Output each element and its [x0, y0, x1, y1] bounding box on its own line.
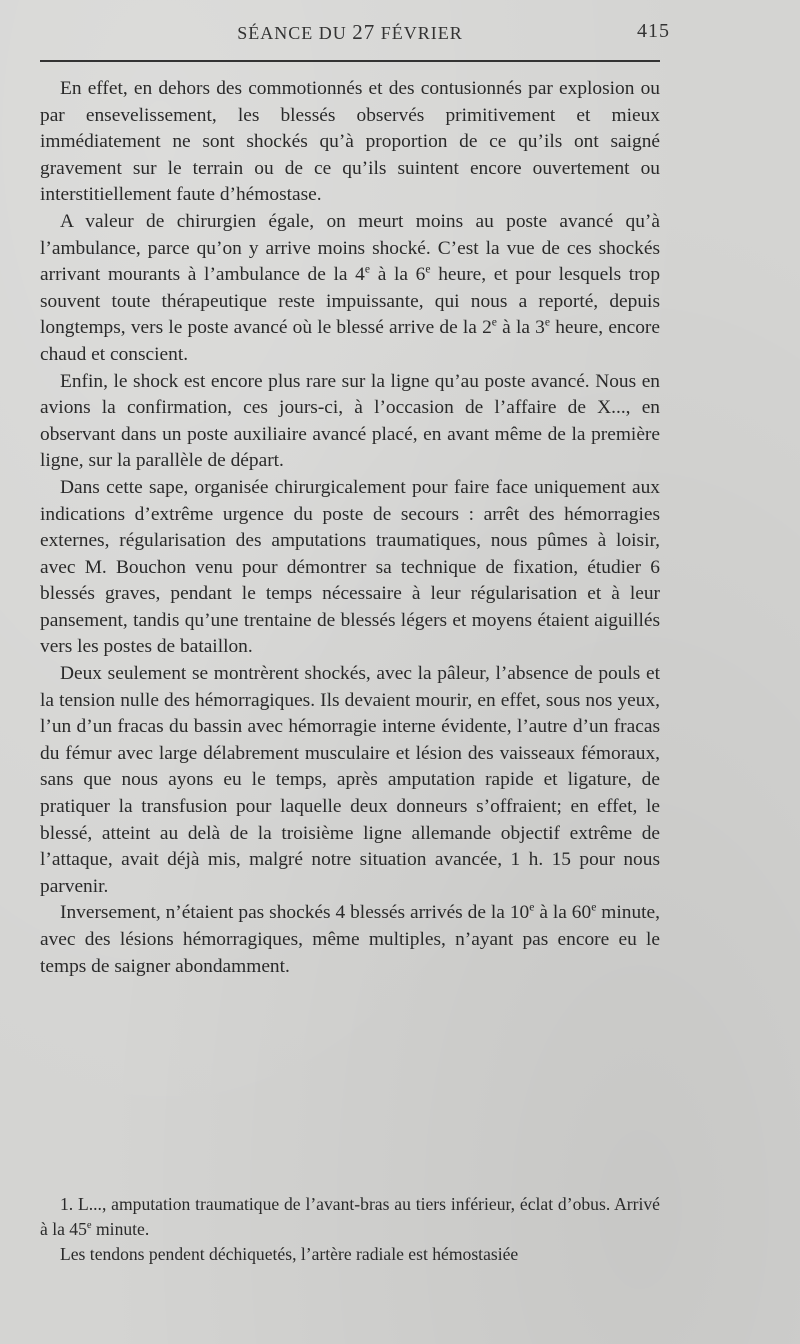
footnotes	[40, 1192, 660, 1267]
paragraph-6: Inversement, n’étaient pas shockés 4 blessés arrivés de la 10e à la 60e minute, avec des lésions hémorragiques, même multiples, n’ayant pas encore eu le temps de saigner abondamment.	[40, 900, 660, 977]
footnote-1: 1. L..., amputation traumatique de l’avant-bras au tiers inférieur, éclat d’obus. Arrivé à la 45e minute.	[40, 1194, 660, 1239]
running-head-title-start: SÉANCE DU	[237, 23, 353, 43]
running-head-title-end: FÉVRIER	[375, 23, 463, 43]
page-number: 415	[637, 20, 670, 42]
ordinal-superscript: e	[491, 315, 497, 329]
running-head-title	[40, 20, 660, 45]
running-head	[40, 18, 670, 48]
ordinal-superscript: e	[86, 1220, 92, 1232]
ordinal-superscript: e	[529, 900, 535, 914]
paragraph-5: Deux seulement se montrèrent shockés, avec la pâleur, l’absence de pouls et la tension nulle des hémorragiques. Ils devaient mourir, en effet, sous nos yeux, l’un d’un fracas du bassin avec hémorragie interne évidente, l’autre d’un fracas du fémur avec large délabrement musculaire et lésion des vaisseaux fémoraux, sans que nous ayons eu le temps, après amputation rapide et ligature, de pratiquer la transfusion pour laquelle deux donneurs s’offraient; en effet, le blessé, atteint au delà de la troisième ligne allemande objectif extrême de l’attaque, avait déjà mis, malgré notre situation avancée, 1 h. 15 pour nous parvenir.	[40, 663, 660, 897]
ordinal-superscript: e	[591, 900, 597, 914]
ordinal-superscript: e	[364, 262, 371, 276]
book-page	[40, 0, 670, 1344]
paragraph-2: A valeur de chirurgien égale, on meurt moins au poste avancé qu’à l’ambulance, parce qu’on y arrive moins shocké. C’est la vue de ces shockés arrivant mourants à l’ambulance de la 4e à la 6e heure, et pour lesquels trop souvent toute thérapeutique reste impuissante, qui nous a reporté, depuis longtemps, vers le poste avancé où le blessé arrive de la 2e à la 3e heure, encore chaud et conscient.	[40, 210, 661, 365]
ordinal-superscript: e	[544, 315, 551, 329]
running-head-title-day: 27	[352, 20, 376, 44]
main-text	[40, 76, 660, 980]
header-rule	[40, 60, 660, 62]
footnote-1-continued: Les tendons pendent déchiquetés, l’artère radiale est hémostasiée	[60, 1244, 519, 1264]
paragraph-1: En effet, en dehors des commotionnés et des contusionnés par explosion ou par ensevelissement, les blessés observés primitivement et mieux immédiatement ne sont shockés qu’à proportion de ce qu’ils ont saigné gravement sur le terrain ou de ce qu’ils suintent encore ouvertement ou interstitiellement faute d’hémostase.	[40, 78, 660, 206]
paragraph-3: Enfin, le shock est encore plus rare sur la ligne qu’au poste avancé. Nous en avions la confirmation, ces jours-ci, à l’occasion de l’affaire de X..., en observant dans un poste auxiliaire avancé placé, en avant même de la première ligne, sur la parallèle de départ.	[40, 370, 660, 472]
ordinal-superscript: e	[425, 262, 431, 276]
paragraph-4: Dans cette sape, organisée chirurgicalement pour faire face uniquement aux indications d’extrême urgence du poste de secours : arrêt des hémorragies externes, régularisation des amputations traumatiques, nous pûmes à loisir, avec M. Bouchon venu pour démontrer sa technique de fixation, étudier 6 blessés graves, pendant le temps nécessaire à leur régularisation et à leur pansement, tandis qu’une trentaine de blessés légers et moyens étaient aiguillés vers les postes de bataillon.	[40, 476, 660, 658]
